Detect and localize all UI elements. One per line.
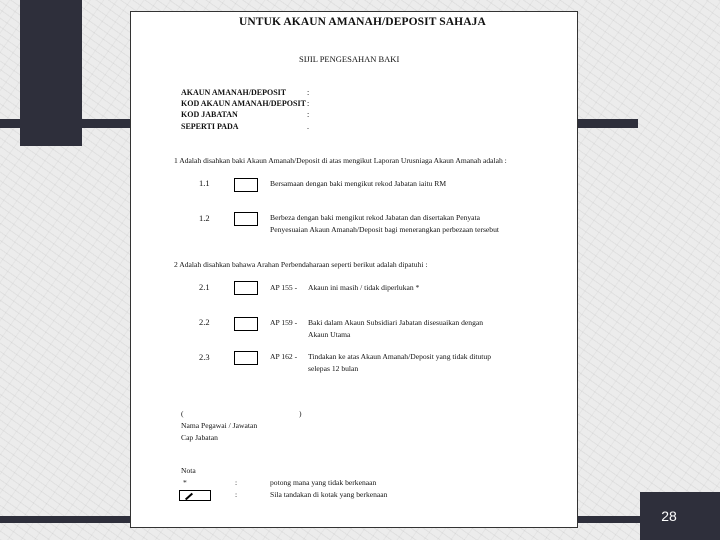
field-label-account: AKAUN AMANAH/DEPOSIT — [181, 88, 287, 97]
note-colon: : — [235, 490, 238, 499]
officer-name-label: Nama Pegawai / Jawatan — [181, 421, 258, 430]
item-number: 2.1 — [199, 282, 210, 292]
note-text: potong mana yang tidak berkenaan — [270, 478, 377, 487]
regulation-code: AP 159 - — [270, 318, 298, 327]
regulation-code: AP 155 - — [270, 283, 298, 292]
decor-bar-left — [0, 119, 140, 128]
decor-bar-right — [576, 119, 638, 128]
item-text: Akaun ini masih / tidak diperlukan * — [308, 283, 420, 292]
signature-close-paren: ) — [299, 409, 302, 418]
balance-certificate-form — [130, 11, 578, 528]
field-label-as-at: SEPERTI PADA — [181, 122, 239, 131]
section-1-heading: 1 Adalah disahkan baki Akaun Amanah/Deposit di atas mengikut Laporan Urusniaga Akaun Amanah adalah : — [174, 156, 507, 165]
note-colon: : — [235, 478, 238, 487]
checkbox-2-2[interactable] — [234, 317, 258, 331]
field-colon: : — [307, 88, 310, 97]
notes-heading: Nota — [181, 466, 196, 475]
field-label-department-code: KOD JABATAN — [181, 110, 238, 119]
item-text: Tindakan ke atas Akaun Amanah/Deposit yang tidak ditutup — [308, 352, 491, 361]
signature-open-paren: ( — [181, 409, 184, 418]
item-text: Penyesuaian Akaun Amanah/Deposit bagi menerangkan perbezaan tersebut — [270, 225, 499, 234]
field-colon: : — [307, 110, 310, 119]
item-text: Baki dalam Akaun Subsidiari Jabatan disesuaikan dengan — [308, 318, 484, 327]
checkbox-1-2[interactable] — [234, 212, 258, 226]
note-symbol-asterisk: * — [183, 478, 187, 487]
note-text: Sila tandakan di kotak yang berkenaan — [270, 490, 388, 499]
field-colon: : — [307, 99, 310, 108]
checkbox-1-1[interactable] — [234, 178, 258, 192]
item-text: Akaun Utama — [308, 330, 351, 339]
field-label-account-code: KOD AKAUN AMANAH/DEPOSIT — [181, 99, 306, 108]
section-2-heading: 2 Adalah disahkan bahawa Arahan Perbendaharaan seperti berikut adalah dipatuhi : — [174, 260, 428, 269]
regulation-code: AP 162 - — [270, 352, 298, 361]
item-number: 1.2 — [199, 213, 210, 223]
ticked-checkbox-icon — [179, 490, 211, 501]
department-stamp-label: Cap Jabatan — [181, 433, 218, 442]
checkbox-2-1[interactable] — [234, 281, 258, 295]
item-number: 2.3 — [199, 352, 210, 362]
item-number: 2.2 — [199, 317, 210, 327]
form-subtitle: SIJIL PENGESAHAN BAKI — [299, 54, 400, 64]
form-title: UNTUK AKAUN AMANAH/DEPOSIT SAHAJA — [239, 16, 486, 28]
slide-number: 28 — [661, 508, 677, 524]
item-number: 1.1 — [199, 178, 210, 188]
item-text: selepas 12 bulan — [308, 364, 359, 373]
field-colon: . — [307, 122, 309, 131]
checkbox-2-3[interactable] — [234, 351, 258, 365]
item-text: Bersamaan dengan baki mengikut rekod Jabatan iaitu RM — [270, 179, 447, 188]
item-text: Berbeza dengan baki mengikut rekod Jabatan dan disertakan Penyata — [270, 213, 481, 222]
